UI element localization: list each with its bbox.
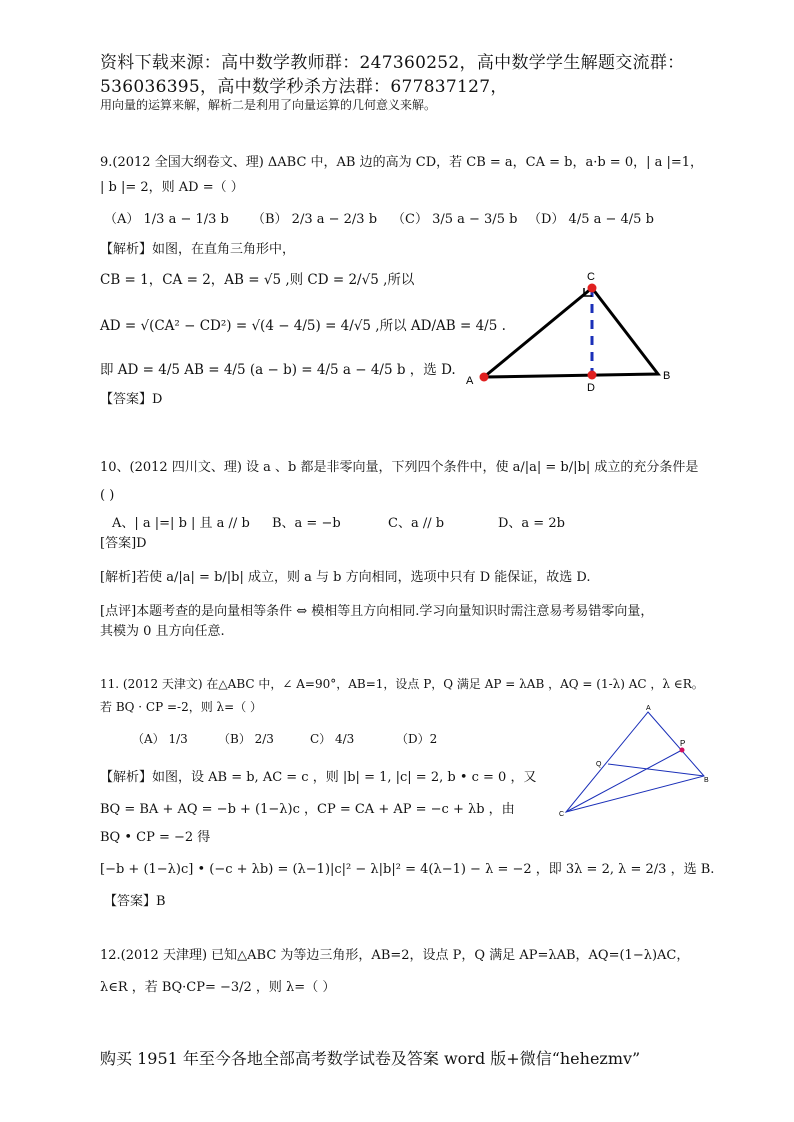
q10-analysis: [解析]若使 a/|a| = b/|b| 成立，则 a 与 b 方向相同，选项中只有 D 能保证，故选 D.	[100, 570, 591, 585]
q9-stem-line-2: | b |= 2，则 AD =（ ）	[100, 180, 244, 195]
point-d	[588, 371, 597, 380]
label-b: B	[663, 370, 671, 382]
q12-stem-line-1: 12.(2012 天津理) 已知△ABC 为等边三角形，AB=2，设点 P，Q 满足 AP=λAB，AQ=(1−λ)AC，	[100, 948, 690, 963]
q9-option-d: （D） 4/5 a − 4/5 b	[528, 212, 654, 227]
q11-analysis-line-3: BQ • CP = −2 得	[100, 830, 211, 845]
label-a: A	[646, 705, 651, 712]
segment-cp	[566, 750, 682, 812]
q11-stem-line-2: 若 BQ · CP =-2，则 λ=（ ）	[100, 700, 263, 714]
q11-triangle-figure	[556, 704, 716, 820]
header-line-2: 536036395，高中数学秒杀方法群：677837127，	[100, 77, 508, 97]
label-a: A	[466, 375, 474, 387]
q10-option-d: D、a = 2b	[498, 516, 565, 531]
q9-stem-line-1: 9.(2012 全国大纲卷文、理) ΔABC 中，AB 边的高为 CD，若 CB = a，CA = b，a·b = 0，| a |=1，	[100, 155, 704, 170]
q11-option-b: （B） 2/3	[218, 732, 274, 746]
point-c	[588, 284, 597, 293]
q9-option-a: （A） 1/3 a − 1/3 b	[104, 212, 229, 227]
q10-comment-line-1: [点评]本题考查的是向量相等条件 ⇔ 模相等且方向相同.学习向量知识时需注意易考易错零向量，	[100, 604, 654, 619]
q11-analysis-line-2: BQ = BA + AQ = −b + (1−λ)c ，CP = CA + AP = −c + λb ，由	[100, 802, 515, 817]
q11-option-a: （A） 1/3	[132, 732, 188, 746]
q11-option-d: （D）2	[396, 732, 438, 746]
q9-analysis-line-2: CB = 1，CA = 2，AB = √5 ,则 CD = 2/√5 ,所以	[100, 272, 415, 288]
q10-option-a: A、| a |=| b | 且 a // b	[112, 516, 250, 531]
header-line-3: 用向量的运算来解，解析二是利用了向量运算的几何意义来解。	[100, 98, 437, 112]
q9-answer: 【答案】D	[100, 392, 163, 407]
q12-stem-line-2: λ∈R ，若 BQ·CP= −3/2 ，则 λ=（ ）	[100, 980, 336, 995]
q10-option-c: C、a // b	[388, 516, 445, 531]
q9-triangle-figure	[460, 262, 690, 397]
q10-stem-line-1: 10、(2012 四川文、理) 设 a 、b 都是非零向量，下列四个条件中，使 a/|a| = b/|b| 成立的充分条件是	[100, 460, 699, 475]
triangle-abc	[566, 712, 704, 812]
footer-note: 购买 1951 年至今各地全部高考数学试卷及答案 word 版+微信“hehezmv”	[100, 1049, 641, 1068]
q9-analysis-line-3: AD = √(CA² − CD²) = √(4 − 4/5) = 4/√5 ,所以 AD/AB = 4/5 .	[100, 318, 506, 334]
q9-option-b: （B） 2/3 a − 2/3 b	[252, 212, 378, 227]
label-c: C	[559, 811, 565, 818]
q11-option-c: C） 4/3	[310, 732, 355, 746]
point-p	[680, 748, 685, 753]
header-line-1: 资料下载来源：高中数学教师群：247360252，高中数学学生解题交流群：	[100, 53, 685, 73]
q9-analysis-line-1: 【解析】如图，在直角三角形中，	[100, 242, 296, 257]
label-q: Q	[596, 761, 602, 768]
q10-option-b: B、a = −b	[272, 516, 341, 531]
q10-comment-line-2: 其模为 0 且方向任意.	[100, 624, 225, 639]
q11-analysis-line-4: [−b + (1−λ)c] • (−c + λb) = (λ−1)|c|² − λ|b|² = 4(λ−1) − λ = −2 ，即 3λ = 2, λ = 2/3 ，选 B.	[100, 862, 715, 877]
q9-option-c: （C） 3/5 a − 3/5 b	[392, 212, 518, 227]
triangle-abc	[484, 288, 658, 377]
label-p: P	[680, 739, 686, 748]
segment-bq	[608, 764, 704, 776]
q11-answer: 【答案】B	[104, 894, 166, 909]
q11-stem-line-1: 11. (2012 天津文) 在△ABC 中，∠ A=90°，AB=1，设点 P，Q 满足 AP = λAB ，AQ = (1-λ) AC ，λ ∈R。	[100, 677, 704, 691]
q10-answer: [答案]D	[100, 536, 147, 551]
label-b: B	[704, 777, 709, 784]
q11-analysis-line-1: 【解析】如图，设 AB = b, AC = c ，则 |b| = 1, |c| = 2, b • c = 0 ，又	[100, 770, 537, 785]
label-c: C	[587, 271, 595, 283]
q9-analysis-line-4: 即 AD = 4/5 AB = 4/5 (a − b) = 4/5 a − 4/5 b ，选 D.	[100, 362, 456, 378]
q10-stem-line-2: ( )	[100, 488, 115, 503]
point-a	[480, 373, 489, 382]
label-d: D	[587, 382, 595, 394]
